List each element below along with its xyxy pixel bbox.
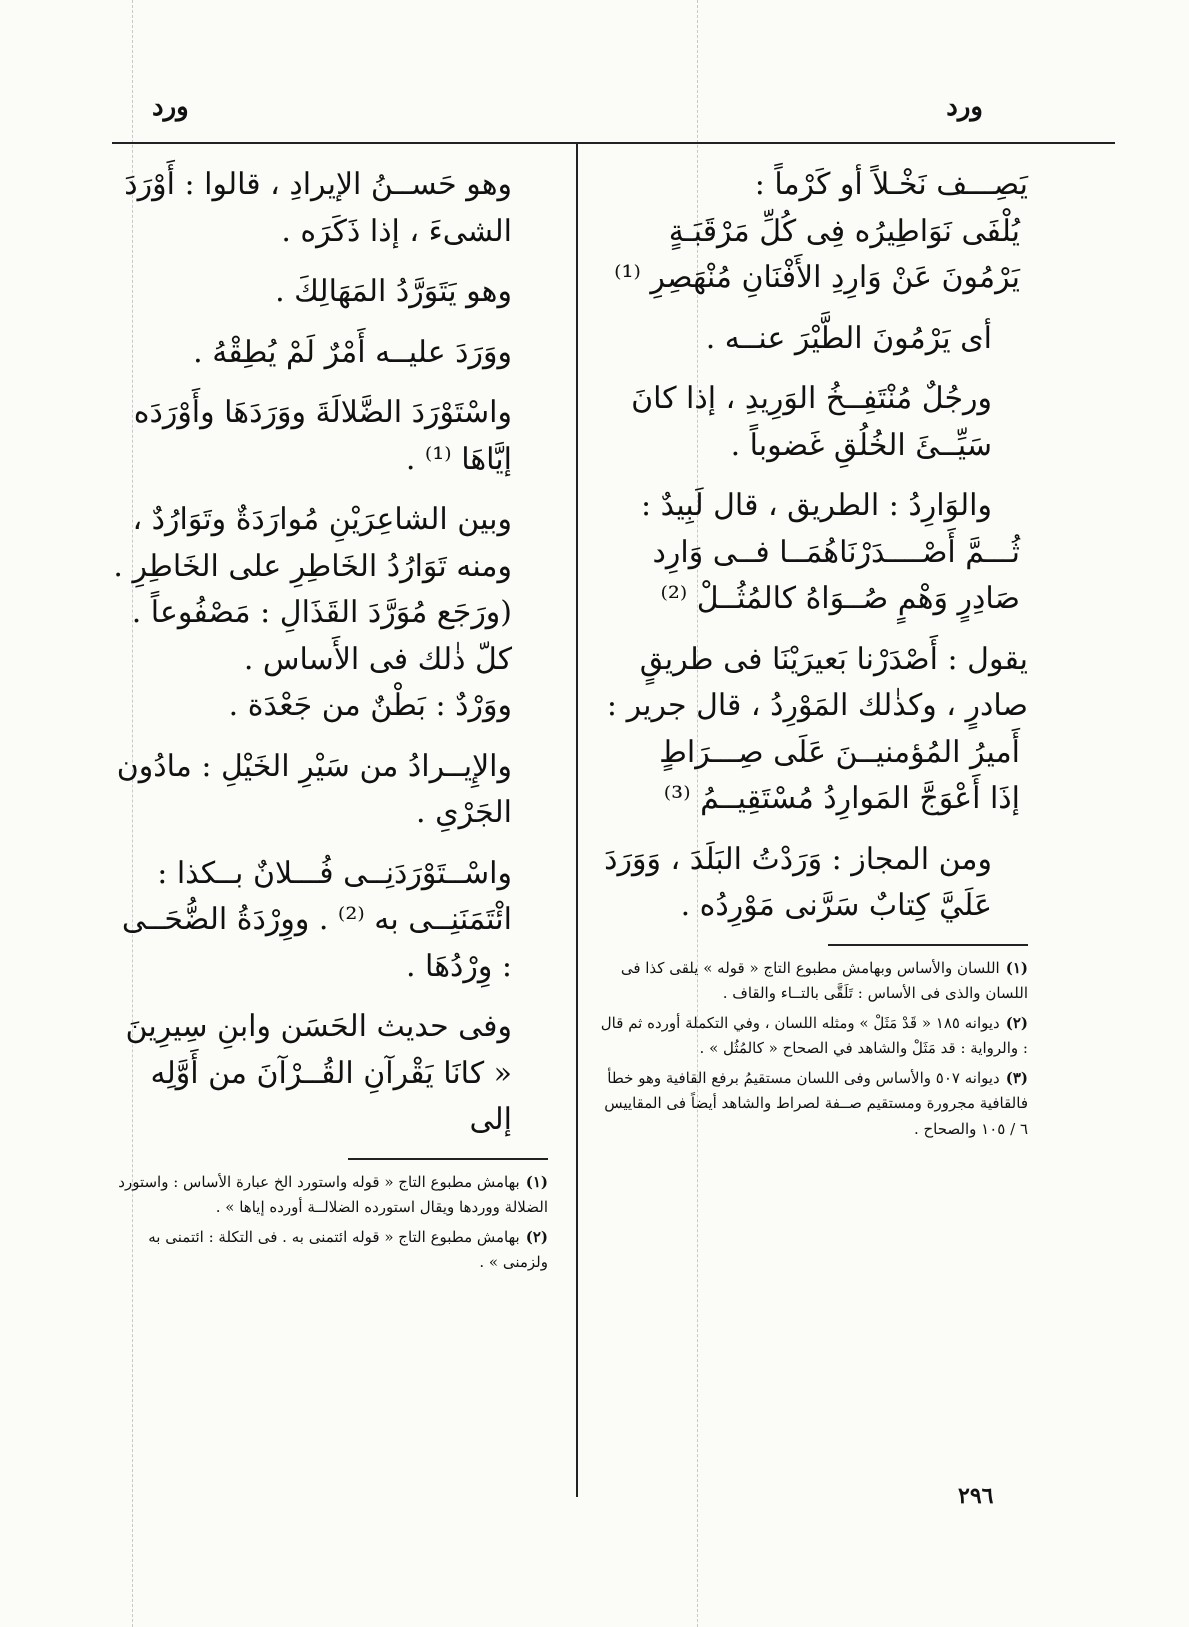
header-rule (112, 142, 1115, 144)
footnote-text: اللسان والأساس وبهامش مطبوع التاج « قوله » يلقى كذا فى اللسان والذى فى الأساس : تَلَقَّى بالتــاء والقاف . (620, 958, 1028, 1002)
paragraph: وبين الشاعِرَيْنِ مُوارَدَةٌ وتَوَارُدٌ ، ومنه تَوَارُدُ الخَاطِرِ على الخَاطِرِ . (113, 502, 512, 584)
footnote (112, 1225, 548, 1276)
paragraph: أى يَرْمُونَ الطَّيْرَ عنــه . (705, 320, 992, 356)
paragraph: ووَرْدٌ : بَطْنٌ من جَعْدَة . (228, 688, 512, 723)
page-number: ٢٩٦ (958, 1483, 994, 1509)
paragraph: يَصِـــف نَخْـلاً أو كَرْماً : (754, 167, 1028, 202)
verse-line: يُلْفَى نَوَاطِيرُه فِى كُلِّ مَرْقَبَـةٍ (668, 213, 1020, 249)
footnote (598, 956, 1028, 1007)
running-head-left: ورد (152, 92, 189, 122)
footnote-number: (١) (525, 1172, 548, 1191)
footnote (112, 1170, 548, 1221)
paragraph: وهو حَســنُ الإيرادِ ، قالوا : أَوْرَدَ الشىءَ ، إذا ذَكَرَه . (124, 167, 512, 249)
paragraph: ووَرَدَ عليــه أَمْرٌ لَمْ يُطِقْهُ . (193, 334, 512, 370)
paragraph: يقول : أَصْدَرْنا بَعيرَيْنَا فى طريقٍ صادرٍ ، وكذٰلك المَوْرِدُ ، قال جرير : (606, 641, 1028, 723)
paragraph: والوَارِدُ : الطريق ، قال لَبِيدٌ : (640, 488, 992, 523)
footnote-number: (١) (1005, 958, 1028, 977)
footnote-text: ديوانه ١٨٥ « قَدْ مَثَلْ » ومثله اللسان ، وفي التكملة أورده ثم قال : والرواية : قد مَثَلْ والشاهد في الصحاح « كالمُثُل » . (600, 1013, 1028, 1057)
verse-line: أَميرُ المُؤمنيــنَ عَلَى صِـــرَاطٍ (659, 734, 1020, 770)
footnote-number: (٢) (1005, 1013, 1028, 1032)
left-column (112, 162, 548, 1280)
paragraph: واسْــتَوْرَدَنِــى فُـــلانٌ بــكذا : ائْتَمَنَنِــى به ⁽²⁾ . ووِرْدَةُ الضُّحَــى : وِرْدُهَا . (121, 855, 512, 984)
paragraph: ومن المجاز : وَرَدْتُ البَلَدَ ، وَوَرَدَ عَلَيَّ كِتابٌ سَرَّنى مَوْرِدُه . (604, 841, 992, 923)
footnote-text: ديوانه ٥٠٧ والأساس وفى اللسان مستقيمُ برفع القافية وهو خطأ فالقافية مجرورة ومستقيم صــفة لصراط والشاهد أيضاً فى المقاييس ٦ / ١٠٥ والصحاح . (604, 1068, 1028, 1138)
footnote-text: بهامش مطبوع التاج « قوله واستورد الخ عبارة الأساس : واستورد الضلالة ووردها ويقال استورده الضلالــة أورده إياها » . (118, 1172, 548, 1216)
footnote (598, 1066, 1028, 1143)
right-column (598, 162, 1028, 1146)
running-head-right: ورد (946, 92, 983, 122)
verse-line: ثُـــمَّ أَصْــــدَرْنَاهُمَــا فــى وَارِد (652, 534, 1020, 570)
column-divider (576, 144, 578, 1497)
verse-line: صَادِرٍ وَهْمٍ صُــوَاهُ كالمُثُــلْ ⁽²⁾ (660, 581, 1020, 616)
footnote-number: (٣) (1005, 1068, 1028, 1087)
paragraph: (ورَجَع مُوَرَّدَ القَذَالِ : مَصْفُوعاً . كلّ ذٰلك فى الأَساس . (131, 595, 512, 677)
paragraph: وهو يَتَوَرَّدُ المَهَالِكَ . (275, 274, 512, 309)
verse-line: إذَا أَعْوَجَّ المَوارِدُ مُسْتَقِيــمُ ⁽³⁾ (663, 781, 1020, 816)
paragraph: وفى حديث الحَسَن وابنِ سِيرِينَ « كانَا يَقْرآنِ القُــرْآنَ من أَوَّلِه إلى (125, 1009, 512, 1137)
verse-line: يَرْمُونَ عَنْ وَارِدِ الأَفْنَانِ مُنْهَصِرِ ⁽¹⁾ (614, 260, 1020, 295)
paragraph: واسْتَوْرَدَ الضَّلالَةَ ووَرَدَهَا وأَوْرَدَه إيَّاهَا ⁽¹⁾ . (133, 395, 512, 477)
footnote-rule (348, 1158, 548, 1160)
footnote-rule (828, 944, 1028, 946)
footnote (598, 1011, 1028, 1062)
paragraph: والإِيــرادُ من سَيْرِ الخَيْلِ : مادُون الجَرْىِ . (116, 748, 512, 830)
paragraph: ورجُلٌ مُنْتَفِــخُ الوَرِيدِ ، إذا كانَ سَيِّــئَ الخُلُقِ غَضوباً . (631, 381, 992, 463)
footnote-text: بهامش مطبوع التاج « قوله ائتمنى به . فى التكلة : ائتمنى به ولزمنى » . (148, 1227, 548, 1271)
footnote-number: (٢) (525, 1227, 548, 1246)
